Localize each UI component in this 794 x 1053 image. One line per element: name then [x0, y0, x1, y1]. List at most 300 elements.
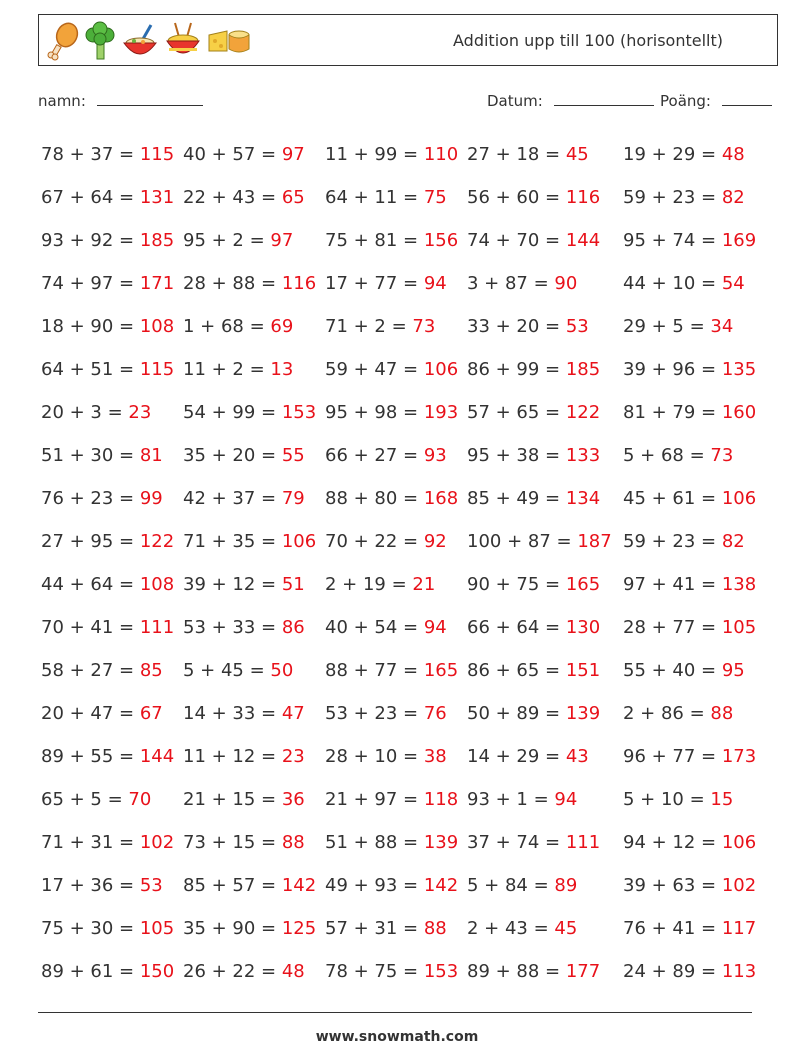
- problem-answer: 67: [139, 703, 163, 724]
- date-field[interactable]: [487, 92, 654, 110]
- problem-item: [183, 359, 293, 380]
- problem-equation: 57 + 31 =: [325, 918, 424, 939]
- worksheet-title: Addition upp till 100 (horisontellt): [453, 31, 723, 50]
- problem-answer: 115: [139, 144, 175, 165]
- problem-answer: 51: [281, 574, 305, 595]
- problem-answer: 13: [270, 359, 294, 380]
- problem-answer: 75: [423, 187, 447, 208]
- problem-item: [41, 961, 174, 982]
- problem-item: [41, 402, 151, 423]
- problem-item: [623, 187, 745, 208]
- problem-answer: 156: [423, 230, 459, 251]
- problem-item: [41, 144, 174, 165]
- problem-answer: 108: [139, 316, 175, 337]
- problem-answer: 23: [128, 402, 152, 423]
- problem-equation: 19 + 29 =: [623, 144, 722, 165]
- problem-equation: 27 + 18 =: [467, 144, 566, 165]
- problem-item: [623, 574, 756, 595]
- problem-answer: 53: [565, 316, 589, 337]
- problem-answer: 88: [281, 832, 305, 853]
- noodle-bowl-icon: [163, 21, 203, 61]
- problem-item: [467, 359, 600, 380]
- problem-item: [41, 832, 174, 853]
- problem-answer: 15: [710, 789, 734, 810]
- problem-answer: 94: [554, 789, 578, 810]
- problem-answer: 34: [710, 316, 734, 337]
- problem-equation: 17 + 36 =: [41, 875, 140, 896]
- problem-answer: 97: [270, 230, 294, 251]
- problem-answer: 193: [423, 402, 459, 423]
- problem-equation: 64 + 11 =: [325, 187, 424, 208]
- problem-equation: 86 + 65 =: [467, 660, 566, 681]
- problem-item: [41, 445, 163, 466]
- problem-answer: 86: [281, 617, 305, 638]
- problem-answer: 139: [423, 832, 459, 853]
- problem-answer: 168: [423, 488, 459, 509]
- problem-equation: 88 + 77 =: [325, 660, 424, 681]
- broccoli-icon: [83, 21, 117, 61]
- problem-item: [183, 789, 305, 810]
- problem-answer: 81: [139, 445, 163, 466]
- problem-answer: 142: [281, 875, 317, 896]
- problem-equation: 76 + 23 =: [41, 488, 140, 509]
- problem-equation: 42 + 37 =: [183, 488, 282, 509]
- problem-item: [467, 402, 600, 423]
- problem-equation: 22 + 43 =: [183, 187, 282, 208]
- worksheet-header: [38, 14, 778, 66]
- date-line: [554, 92, 654, 106]
- problem-equation: 28 + 77 =: [623, 617, 722, 638]
- problem-answer: 48: [281, 961, 305, 982]
- problem-equation: 89 + 55 =: [41, 746, 140, 767]
- problem-answer: 90: [554, 273, 578, 294]
- problem-item: [467, 187, 600, 208]
- salad-bowl-icon: [121, 21, 159, 61]
- problem-equation: 78 + 75 =: [325, 961, 424, 982]
- problem-answer: 134: [565, 488, 601, 509]
- problem-answer: 144: [139, 746, 175, 767]
- problem-answer: 165: [565, 574, 601, 595]
- problem-equation: 53 + 33 =: [183, 617, 282, 638]
- problem-answer: 88: [423, 918, 447, 939]
- problem-item: [325, 144, 458, 165]
- problem-equation: 21 + 97 =: [325, 789, 424, 810]
- problem-equation: 67 + 64 =: [41, 187, 140, 208]
- problem-equation: 96 + 77 =: [623, 746, 722, 767]
- problem-answer: 142: [423, 875, 459, 896]
- problem-item: [623, 789, 733, 810]
- problem-item: [183, 531, 316, 552]
- problem-item: [623, 703, 733, 724]
- problem-equation: 89 + 88 =: [467, 961, 566, 982]
- problem-item: [623, 445, 733, 466]
- problem-answer: 113: [721, 961, 757, 982]
- problem-item: [623, 230, 756, 251]
- problem-item: [325, 703, 447, 724]
- problem-item: [41, 918, 174, 939]
- problem-item: [183, 746, 305, 767]
- problem-equation: 59 + 23 =: [623, 187, 722, 208]
- footer-url: www.snowmath.com: [315, 1029, 479, 1045]
- problem-item: [183, 230, 293, 251]
- problem-equation: 93 + 1 =: [467, 789, 555, 810]
- problem-item: [623, 488, 756, 509]
- problem-item: [41, 230, 174, 251]
- problem-answer: 45: [554, 918, 578, 939]
- problem-equation: 85 + 49 =: [467, 488, 566, 509]
- problem-answer: 135: [721, 359, 757, 380]
- problem-equation: 27 + 95 =: [41, 531, 140, 552]
- problem-answer: 171: [139, 273, 175, 294]
- problem-equation: 95 + 74 =: [623, 230, 722, 251]
- problem-item: [325, 789, 458, 810]
- problem-answer: 43: [565, 746, 589, 767]
- problem-answer: 118: [423, 789, 459, 810]
- problem-answer: 89: [554, 875, 578, 896]
- problem-item: [325, 445, 447, 466]
- problem-item: [623, 832, 756, 853]
- problem-equation: 44 + 10 =: [623, 273, 722, 294]
- problem-item: [467, 445, 600, 466]
- problem-item: [467, 531, 612, 552]
- problem-equation: 74 + 70 =: [467, 230, 566, 251]
- problem-equation: 39 + 63 =: [623, 875, 722, 896]
- problem-answer: 47: [281, 703, 305, 724]
- problem-item: [325, 531, 447, 552]
- problem-item: [183, 617, 305, 638]
- problem-item: [467, 918, 577, 939]
- problem-answer: 106: [721, 488, 757, 509]
- problem-equation: 14 + 29 =: [467, 746, 566, 767]
- problem-equation: 39 + 12 =: [183, 574, 282, 595]
- problem-answer: 38: [423, 746, 447, 767]
- footer-divider: [38, 1012, 752, 1013]
- problem-answer: 150: [139, 961, 175, 982]
- problem-equation: 11 + 2 =: [183, 359, 271, 380]
- problem-answer: 53: [139, 875, 163, 896]
- problem-item: [467, 316, 589, 337]
- problem-equation: 55 + 40 =: [623, 660, 722, 681]
- problem-answer: 108: [139, 574, 175, 595]
- problem-equation: 54 + 99 =: [183, 402, 282, 423]
- problem-answer: 106: [721, 832, 757, 853]
- problem-item: [325, 660, 458, 681]
- problem-item: [467, 230, 600, 251]
- problem-equation: 95 + 38 =: [467, 445, 566, 466]
- problem-answer: 65: [281, 187, 305, 208]
- problem-answer: 94: [423, 617, 447, 638]
- problem-item: [183, 660, 293, 681]
- problem-answer: 76: [423, 703, 447, 724]
- problem-item: [41, 875, 163, 896]
- problem-answer: 169: [721, 230, 757, 251]
- problem-answer: 130: [565, 617, 601, 638]
- problem-item: [183, 273, 316, 294]
- problem-answer: 92: [423, 531, 447, 552]
- problem-item: [623, 746, 756, 767]
- problem-item: [325, 316, 435, 337]
- problem-item: [325, 273, 447, 294]
- problem-equation: 20 + 3 =: [41, 402, 129, 423]
- problem-equation: 33 + 20 =: [467, 316, 566, 337]
- problem-equation: 18 + 90 =: [41, 316, 140, 337]
- problem-item: [41, 574, 174, 595]
- problem-equation: 78 + 37 =: [41, 144, 140, 165]
- problem-equation: 40 + 57 =: [183, 144, 282, 165]
- food-icons: [45, 20, 251, 62]
- problem-answer: 21: [412, 574, 436, 595]
- problem-equation: 90 + 75 =: [467, 574, 566, 595]
- problem-item: [467, 488, 600, 509]
- problem-answer: 153: [281, 402, 317, 423]
- problem-item: [325, 832, 458, 853]
- problem-equation: 66 + 64 =: [467, 617, 566, 638]
- problem-answer: 73: [710, 445, 734, 466]
- problem-answer: 165: [423, 660, 459, 681]
- problem-answer: 95: [721, 660, 745, 681]
- problem-equation: 11 + 99 =: [325, 144, 424, 165]
- problem-item: [623, 402, 756, 423]
- problem-equation: 59 + 23 =: [623, 531, 722, 552]
- problem-equation: 75 + 30 =: [41, 918, 140, 939]
- problem-equation: 71 + 31 =: [41, 832, 140, 853]
- problem-equation: 86 + 99 =: [467, 359, 566, 380]
- problem-equation: 71 + 35 =: [183, 531, 282, 552]
- problem-equation: 24 + 89 =: [623, 961, 722, 982]
- problem-equation: 49 + 93 =: [325, 875, 424, 896]
- problem-equation: 70 + 22 =: [325, 531, 424, 552]
- problem-equation: 51 + 88 =: [325, 832, 424, 853]
- problem-item: [41, 617, 174, 638]
- problem-equation: 53 + 23 =: [325, 703, 424, 724]
- problem-item: [41, 316, 174, 337]
- problem-equation: 56 + 60 =: [467, 187, 566, 208]
- problem-item: [183, 316, 293, 337]
- problem-item: [41, 746, 174, 767]
- problem-answer: 187: [577, 531, 612, 552]
- problem-answer: 82: [721, 531, 745, 552]
- problem-item: [623, 144, 745, 165]
- cheese-icon: [207, 21, 251, 61]
- problem-item: [41, 488, 163, 509]
- problem-answer: 116: [565, 187, 601, 208]
- problem-equation: 65 + 5 =: [41, 789, 129, 810]
- problem-equation: 100 + 87 =: [467, 531, 578, 552]
- problem-answer: 82: [721, 187, 745, 208]
- problem-item: [41, 660, 163, 681]
- problem-equation: 81 + 79 =: [623, 402, 722, 423]
- problem-equation: 20 + 47 =: [41, 703, 140, 724]
- problem-equation: 5 + 84 =: [467, 875, 555, 896]
- problem-equation: 59 + 47 =: [325, 359, 424, 380]
- problem-answer: 125: [281, 918, 317, 939]
- problem-equation: 1 + 68 =: [183, 316, 271, 337]
- problem-answer: 160: [721, 402, 757, 423]
- problem-equation: 85 + 57 =: [183, 875, 282, 896]
- problem-item: [41, 789, 151, 810]
- problem-equation: 3 + 87 =: [467, 273, 555, 294]
- problem-item: [467, 660, 600, 681]
- problem-answer: 50: [270, 660, 294, 681]
- problem-answer: 106: [423, 359, 459, 380]
- problem-item: [41, 273, 174, 294]
- problem-equation: 64 + 51 =: [41, 359, 140, 380]
- score-field[interactable]: [660, 92, 772, 110]
- problem-equation: 28 + 10 =: [325, 746, 424, 767]
- problem-equation: 29 + 5 =: [623, 316, 711, 337]
- problem-item: [183, 445, 305, 466]
- problem-answer: 185: [139, 230, 175, 251]
- problem-item: [325, 875, 458, 896]
- problem-answer: 105: [721, 617, 757, 638]
- problem-equation: 73 + 15 =: [183, 832, 282, 853]
- problem-item: [183, 144, 305, 165]
- problem-item: [467, 574, 600, 595]
- problem-equation: 2 + 43 =: [467, 918, 555, 939]
- problem-item: [467, 746, 589, 767]
- problem-answer: 73: [412, 316, 436, 337]
- problem-item: [623, 875, 756, 896]
- problem-equation: 50 + 89 =: [467, 703, 566, 724]
- problem-item: [325, 961, 458, 982]
- problem-equation: 26 + 22 =: [183, 961, 282, 982]
- problem-item: [325, 574, 435, 595]
- problem-equation: 5 + 45 =: [183, 660, 271, 681]
- problem-item: [623, 961, 756, 982]
- problem-answer: 116: [281, 273, 317, 294]
- date-label: Datum:: [487, 92, 543, 110]
- problem-item: [623, 316, 733, 337]
- problem-equation: 71 + 2 =: [325, 316, 413, 337]
- problem-answer: 85: [139, 660, 163, 681]
- problem-answer: 102: [139, 832, 175, 853]
- problem-answer: 54: [721, 273, 745, 294]
- problem-answer: 111: [139, 617, 175, 638]
- problem-item: [183, 832, 305, 853]
- problem-equation: 44 + 64 =: [41, 574, 140, 595]
- problem-item: [325, 918, 447, 939]
- problem-item: [183, 187, 305, 208]
- problem-answer: 151: [565, 660, 601, 681]
- problem-equation: 58 + 27 =: [41, 660, 140, 681]
- drumstick-icon: [45, 21, 79, 61]
- problem-item: [467, 617, 600, 638]
- problem-answer: 93: [423, 445, 447, 466]
- problem-item: [623, 617, 756, 638]
- problem-answer: 48: [721, 144, 745, 165]
- problem-item: [41, 359, 174, 380]
- problem-answer: 153: [423, 961, 459, 982]
- problem-item: [623, 273, 745, 294]
- problem-equation: 35 + 90 =: [183, 918, 282, 939]
- problem-answer: 131: [139, 187, 175, 208]
- problem-equation: 2 + 86 =: [623, 703, 711, 724]
- name-field[interactable]: [38, 92, 203, 110]
- problem-item: [325, 617, 447, 638]
- problem-equation: 39 + 96 =: [623, 359, 722, 380]
- problem-answer: 122: [139, 531, 175, 552]
- problem-item: [325, 402, 458, 423]
- problem-item: [183, 574, 305, 595]
- problem-equation: 5 + 10 =: [623, 789, 711, 810]
- problem-answer: 185: [565, 359, 601, 380]
- problem-item: [623, 359, 756, 380]
- problem-item: [467, 832, 600, 853]
- problem-answer: 55: [281, 445, 305, 466]
- problem-answer: 94: [423, 273, 447, 294]
- problem-answer: 115: [139, 359, 175, 380]
- problem-item: [41, 531, 174, 552]
- problem-equation: 89 + 61 =: [41, 961, 140, 982]
- problem-equation: 95 + 2 =: [183, 230, 271, 251]
- problem-answer: 177: [565, 961, 601, 982]
- problem-equation: 17 + 77 =: [325, 273, 424, 294]
- problem-answer: 139: [565, 703, 601, 724]
- problem-answer: 133: [565, 445, 601, 466]
- problem-equation: 28 + 88 =: [183, 273, 282, 294]
- problem-answer: 88: [710, 703, 734, 724]
- score-line: [722, 92, 772, 106]
- problem-equation: 95 + 98 =: [325, 402, 424, 423]
- problem-item: [183, 918, 316, 939]
- name-line: [97, 92, 203, 106]
- problem-equation: 88 + 80 =: [325, 488, 424, 509]
- problem-equation: 57 + 65 =: [467, 402, 566, 423]
- problem-answer: 111: [565, 832, 601, 853]
- problem-item: [183, 875, 316, 896]
- problem-item: [325, 230, 458, 251]
- problem-item: [467, 961, 600, 982]
- problem-item: [467, 144, 589, 165]
- problem-equation: 2 + 19 =: [325, 574, 413, 595]
- problem-equation: 94 + 12 =: [623, 832, 722, 853]
- problem-equation: 76 + 41 =: [623, 918, 722, 939]
- problem-answer: 106: [281, 531, 317, 552]
- problem-equation: 14 + 33 =: [183, 703, 282, 724]
- problem-answer: 102: [721, 875, 757, 896]
- problem-answer: 122: [565, 402, 601, 423]
- problem-equation: 35 + 20 =: [183, 445, 282, 466]
- problem-answer: 45: [565, 144, 589, 165]
- problem-answer: 105: [139, 918, 175, 939]
- problem-equation: 97 + 41 =: [623, 574, 722, 595]
- problem-equation: 93 + 92 =: [41, 230, 140, 251]
- problem-answer: 69: [270, 316, 294, 337]
- name-label: namn:: [38, 92, 86, 110]
- problem-item: [183, 488, 305, 509]
- problem-item: [325, 359, 458, 380]
- problem-item: [623, 531, 745, 552]
- problem-answer: 110: [423, 144, 459, 165]
- problem-answer: 173: [721, 746, 757, 767]
- problem-item: [183, 961, 305, 982]
- problem-item: [41, 703, 163, 724]
- problem-equation: 21 + 15 =: [183, 789, 282, 810]
- problem-equation: 40 + 54 =: [325, 617, 424, 638]
- problem-equation: 70 + 41 =: [41, 617, 140, 638]
- problem-item: [325, 187, 447, 208]
- score-label: Poäng:: [660, 92, 711, 110]
- problem-equation: 75 + 81 =: [325, 230, 424, 251]
- problem-equation: 51 + 30 =: [41, 445, 140, 466]
- problem-item: [467, 273, 577, 294]
- problem-equation: 45 + 61 =: [623, 488, 722, 509]
- problem-answer: 144: [565, 230, 601, 251]
- problem-answer: 79: [281, 488, 305, 509]
- problem-item: [183, 402, 316, 423]
- problem-item: [467, 703, 600, 724]
- problem-item: [183, 703, 305, 724]
